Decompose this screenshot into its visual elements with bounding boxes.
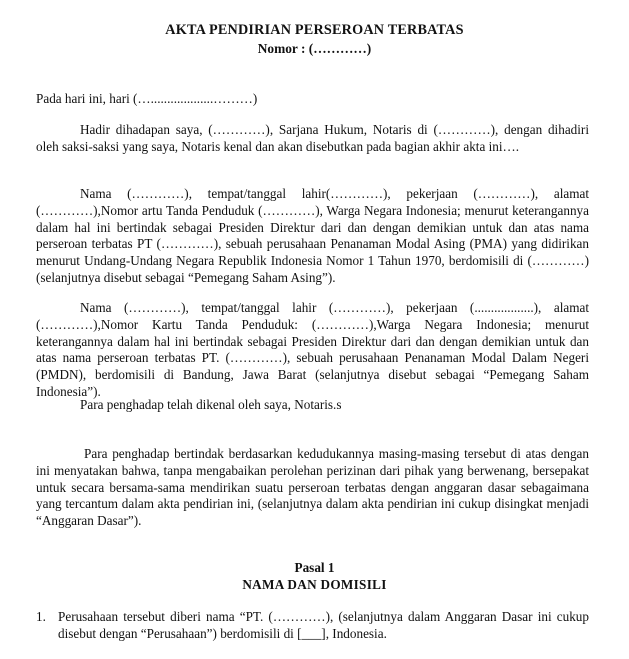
opening-line: Pada hari ini, hari (…...................………) [36, 91, 258, 106]
document-title: AKTA PENDIRIAN PERSEROAN TERBATAS [165, 22, 464, 38]
paragraph-indonesian-shareholder: Nama (…………), tempat/tanggal lahir (…………), pekerjaan (..................), alamat (…………),Nomor Kartu Tanda Penduduk: (…………),Warga Negara Indonesia; menurut keterangannya dalam hal ini bertindak sebagai Presiden Direktur dari dan dengan demikian untuk dan atas nama perseroan terbatas PT. (…………), sebuah perusahaan Penanaman Modal Dalam Negeri (PMDN), berdomisili di Bandung, Jawa Barat (selanjutnya disebut sebagai “Pemegang Saham Indonesia”). [36, 300, 589, 399]
list-item-number: 1. [36, 609, 46, 624]
paragraph-foreign-shareholder: Nama (…………), tempat/tanggal lahir(…………), pekerjaan (…………), alamat (…………),Nomor artu Tanda Penduduk (…………), Warga Negara Indonesia; menurut keterangannya dalam hal ini bertindak sebagai Presiden Direktur dari dan dengan demikian untuk dan atas nama perseroan terbatas PT (…………), sebuah perusahaan Penanaman Modal Asing (PMA) yang didirikan menurut Undang-Undang Negara Republik Indonesia Nomor 1 Tahun 1970, berdomisili di (…………) (selanjutnya disebut sebagai “Pemegang Saham Asing”). [36, 186, 589, 285]
paragraph-known-by-notary: Para penghadap telah dikenal oleh saya, Notaris.s [80, 397, 342, 412]
document-number: Nomor : (…………) [257, 41, 372, 56]
article-title: NAMA DAN DOMISILI [242, 577, 387, 592]
paragraph-hadir: Hadir dihadapan saya, (…………), Sarjana Hukum, Notaris di (…………), dengan dihadiri oleh saksi-saksi yang saya, Notaris kenal dan akan disebutkan pada bagian akhir akta ini…. [36, 122, 589, 154]
paragraph-agreement: Para penghadap bertindak berdasarkan kedudukannya masing-masing tersebut di atas dengan ini menyatakan bahwa, tanpa mengabaikan perolehan perizinan dari pihak yang berwenang, bersepakat untuk secara bersama-sama mendirikan suatu perseroan terbatas dengan anggaran dasar sebagaimana yang tercantum dalam akta pendirian ini, (selanjutnya dalam akta pendirian ini cukup disingkat menjadi “Anggaran Dasar”). [36, 446, 589, 529]
article-list-item [36, 609, 589, 643]
article-number: Pasal 1 [294, 560, 335, 575]
list-item-text: Perusahaan tersebut diberi nama “PT. (…………), (selanjutnya dalam Anggaran Dasar ini cukup disebut dengan “Perusahaan”) berdomisili di [___], Indonesia. [58, 609, 589, 641]
